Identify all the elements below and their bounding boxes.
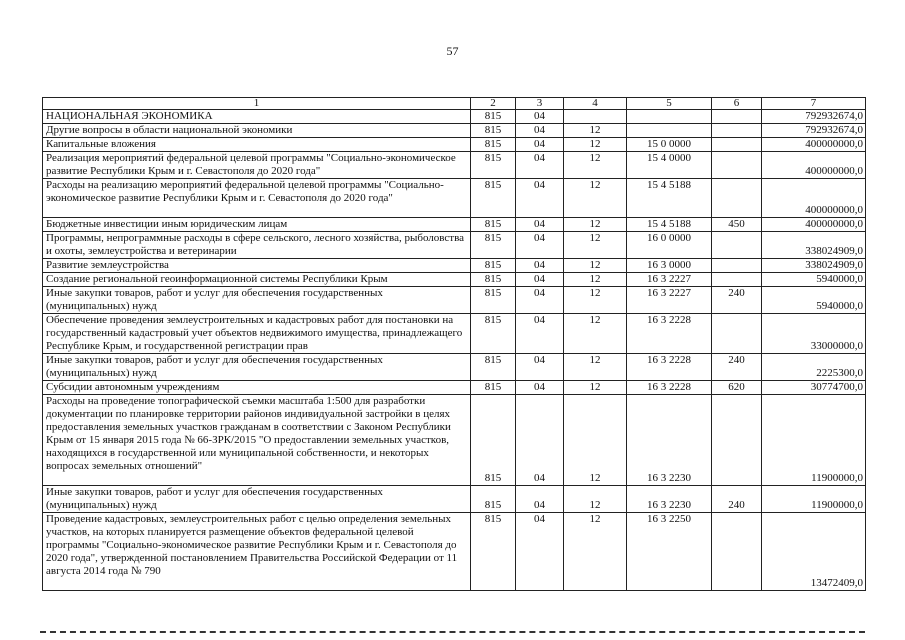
row-value-cell: 338024909,0 [762, 232, 866, 259]
row-value-cell: 240 [712, 354, 762, 381]
header-cell: 6 [712, 98, 762, 110]
row-value-cell: 04 [516, 513, 564, 591]
row-value-cell: 15 0 0000 [627, 138, 712, 152]
row-value-cell: 12 [564, 218, 627, 232]
row-value-cell: 04 [516, 395, 564, 486]
row-value-cell: 450 [712, 218, 762, 232]
row-value-cell: 33000000,0 [762, 314, 866, 354]
row-value-cell: 792932674,0 [762, 110, 866, 124]
row-value-cell: 04 [516, 218, 564, 232]
row-value-cell: 16 3 2228 [627, 381, 712, 395]
row-value-cell: 16 3 0000 [627, 259, 712, 273]
row-value-cell: 815 [471, 513, 516, 591]
row-value-cell: 16 0 0000 [627, 232, 712, 259]
row-name-cell: Иные закупки товаров, работ и услуг для обеспечения государственных (муниципальных) нужд [43, 287, 471, 314]
row-value-cell: 12 [564, 232, 627, 259]
row-value-cell: 815 [471, 381, 516, 395]
page-number: 57 [446, 44, 459, 58]
row-value-cell: 15 4 5188 [627, 179, 712, 218]
row-value-cell [564, 110, 627, 124]
row-name-cell: Субсидии автономным учреждениям [43, 381, 471, 395]
row-value-cell: 620 [712, 381, 762, 395]
row-value-cell: 400000000,0 [762, 218, 866, 232]
row-name-cell: Расходы на реализацию мероприятий федеральной целевой программы "Социально-экономическое развитие Республики Крым и г. Севастополя до 2020 года" [43, 179, 471, 218]
row-value-cell: 12 [564, 513, 627, 591]
row-value-cell [627, 124, 712, 138]
row-value-cell: 04 [516, 314, 564, 354]
row-value-cell: 792932674,0 [762, 124, 866, 138]
row-value-cell: 11900000,0 [762, 395, 866, 486]
row-value-cell: 240 [712, 287, 762, 314]
table-row [43, 354, 866, 381]
row-value-cell: 04 [516, 259, 564, 273]
row-value-cell: 400000000,0 [762, 179, 866, 218]
page-bottom-divider [40, 631, 865, 633]
table-row [43, 232, 866, 259]
row-value-cell: 16 3 2227 [627, 273, 712, 287]
header-cell: 4 [564, 98, 627, 110]
row-value-cell: 5940000,0 [762, 273, 866, 287]
row-name-cell: Развитие землеустройства [43, 259, 471, 273]
table-row [43, 314, 866, 354]
table-row [43, 152, 866, 179]
row-name-cell: Программы, непрограммные расходы в сфере сельского, лесного хозяйства, рыболовства и охоты, землеустройства и ветеринарии [43, 232, 471, 259]
row-value-cell: 5940000,0 [762, 287, 866, 314]
row-value-cell: 12 [564, 354, 627, 381]
row-value-cell: 12 [564, 395, 627, 486]
table-row [43, 287, 866, 314]
row-name-cell: Бюджетные инвестиции иным юридическим лицам [43, 218, 471, 232]
row-value-cell: 11900000,0 [762, 486, 866, 513]
row-value-cell: 04 [516, 124, 564, 138]
row-value-cell: 400000000,0 [762, 152, 866, 179]
row-value-cell: 16 3 2228 [627, 314, 712, 354]
table-row [43, 486, 866, 513]
row-value-cell [712, 273, 762, 287]
row-name-cell: Реализация мероприятий федеральной целевой программы "Социально-экономическое развитие Республики Крым и г. Севастополя до 2020 года" [43, 152, 471, 179]
row-value-cell: 815 [471, 152, 516, 179]
table-row [43, 124, 866, 138]
header-cell: 1 [43, 98, 471, 110]
row-value-cell [712, 152, 762, 179]
row-value-cell [712, 314, 762, 354]
row-value-cell: 12 [564, 273, 627, 287]
row-value-cell: 04 [516, 138, 564, 152]
table-row [43, 259, 866, 273]
row-value-cell: 12 [564, 152, 627, 179]
row-value-cell [712, 138, 762, 152]
row-value-cell: 240 [712, 486, 762, 513]
row-name-cell: Проведение кадастровых, землеустроительных работ с целью определения земельных участков, на которых планируется размещение объектов федеральной целевой программы "Социально-экономическое развитие Республики Крым и г. Севастополя до 2020 года", утвержденной постановлением Правительства Российской Федерации от 11 августа 2014 года № 790 [43, 513, 471, 591]
row-value-cell: 12 [564, 179, 627, 218]
row-value-cell: 815 [471, 138, 516, 152]
row-value-cell: 04 [516, 273, 564, 287]
row-value-cell: 815 [471, 273, 516, 287]
header-cell: 3 [516, 98, 564, 110]
row-value-cell: 04 [516, 232, 564, 259]
row-value-cell: 04 [516, 381, 564, 395]
table-row [43, 179, 866, 218]
row-value-cell: 815 [471, 314, 516, 354]
row-value-cell: 16 3 2230 [627, 395, 712, 486]
row-value-cell: 338024909,0 [762, 259, 866, 273]
table-row [43, 395, 866, 486]
row-value-cell: 815 [471, 218, 516, 232]
row-value-cell: 04 [516, 486, 564, 513]
row-value-cell: 04 [516, 152, 564, 179]
row-value-cell: 12 [564, 381, 627, 395]
row-name-cell: Обеспечение проведения землеустроительных и кадастровых работ для постановки на государственный кадастровый учет объектов недвижимого имущества, принадлежащего Республике Крым, и государственной регистрации прав [43, 314, 471, 354]
row-value-cell: 815 [471, 259, 516, 273]
row-value-cell: 815 [471, 110, 516, 124]
table-row [43, 273, 866, 287]
header-cell: 7 [762, 98, 866, 110]
table-row [43, 110, 866, 124]
row-value-cell: 12 [564, 124, 627, 138]
budget-table [42, 97, 866, 591]
row-value-cell [712, 110, 762, 124]
row-value-cell: 815 [471, 232, 516, 259]
row-value-cell: 12 [564, 138, 627, 152]
row-value-cell: 04 [516, 110, 564, 124]
row-value-cell [712, 259, 762, 273]
row-value-cell [712, 232, 762, 259]
row-value-cell: 16 3 2230 [627, 486, 712, 513]
row-value-cell: 15 4 5188 [627, 218, 712, 232]
row-value-cell: 12 [564, 259, 627, 273]
table-row [43, 138, 866, 152]
row-value-cell: 400000000,0 [762, 138, 866, 152]
row-value-cell: 04 [516, 354, 564, 381]
row-value-cell: 815 [471, 486, 516, 513]
row-value-cell: 15 4 0000 [627, 152, 712, 179]
table-row [43, 218, 866, 232]
row-value-cell: 16 3 2227 [627, 287, 712, 314]
header-cell: 2 [471, 98, 516, 110]
row-value-cell [712, 395, 762, 486]
table-row [43, 513, 866, 591]
row-name-cell: Расходы на проведение топографической съемки масштаба 1:500 для разработки документации по планировке территории районов индивидуальной застройки в целях предоставления земельных участков гражданам в соответствии с Законом Республики Крым от 15 января 2015 года № 66-ЗРК/2015 "О предоставлении земельных участков, находящихся в государственной или муниципальной собственности, и некоторых вопросах земельных отношений" [43, 395, 471, 486]
row-value-cell: 04 [516, 179, 564, 218]
row-value-cell: 815 [471, 395, 516, 486]
table-row [43, 381, 866, 395]
row-value-cell: 04 [516, 287, 564, 314]
row-name-cell: Капитальные вложения [43, 138, 471, 152]
row-value-cell: 815 [471, 354, 516, 381]
row-name-cell: НАЦИОНАЛЬНАЯ ЭКОНОМИКА [43, 110, 471, 124]
row-value-cell: 2225300,0 [762, 354, 866, 381]
row-name-cell: Иные закупки товаров, работ и услуг для обеспечения государственных (муниципальных) нужд [43, 486, 471, 513]
row-value-cell: 12 [564, 287, 627, 314]
row-value-cell: 13472409,0 [762, 513, 866, 591]
row-value-cell [712, 124, 762, 138]
row-value-cell: 16 3 2250 [627, 513, 712, 591]
row-value-cell: 815 [471, 179, 516, 218]
row-name-cell: Иные закупки товаров, работ и услуг для обеспечения государственных (муниципальных) нужд [43, 354, 471, 381]
row-value-cell: 815 [471, 287, 516, 314]
row-value-cell: 30774700,0 [762, 381, 866, 395]
row-name-cell: Другие вопросы в области национальной экономики [43, 124, 471, 138]
row-value-cell [627, 110, 712, 124]
row-value-cell: 815 [471, 124, 516, 138]
row-value-cell [712, 513, 762, 591]
row-value-cell: 16 3 2228 [627, 354, 712, 381]
row-name-cell: Создание региональной геоинформационной системы Республики Крым [43, 273, 471, 287]
row-value-cell: 12 [564, 314, 627, 354]
row-value-cell: 12 [564, 486, 627, 513]
header-row [43, 98, 866, 110]
header-cell: 5 [627, 98, 712, 110]
row-value-cell [712, 179, 762, 218]
